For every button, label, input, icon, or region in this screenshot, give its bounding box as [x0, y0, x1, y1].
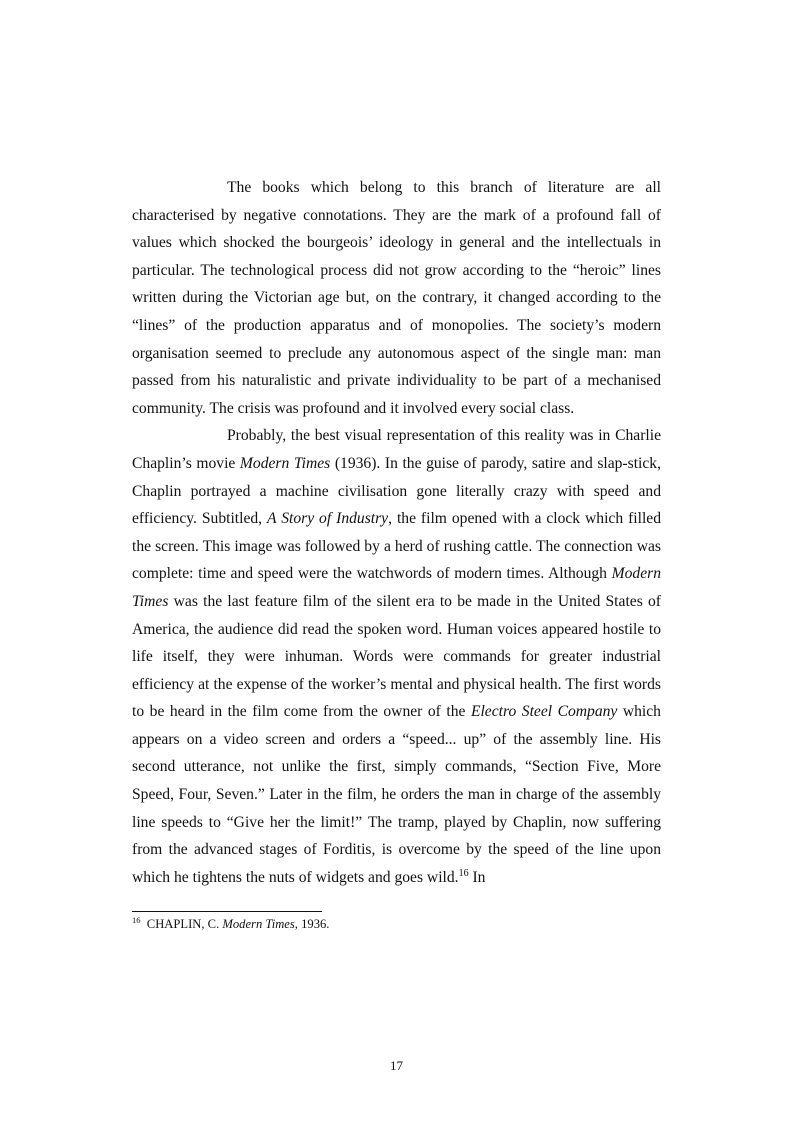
body-text — [132, 174, 661, 891]
paragraph-2-text-6: In — [468, 868, 486, 886]
film-title-modern-times: Modern Times — [239, 454, 331, 472]
company-name: Electro Steel Company — [470, 703, 618, 721]
paragraph-2-text-1: Probably, the best visual representation of this reality was in Charlie Chaplin’s movie — [132, 427, 661, 472]
paragraph-2 — [132, 422, 661, 891]
footnote-title: Modern Times — [222, 917, 295, 931]
footnote-author: CHAPLIN, C. — [146, 917, 223, 931]
film-title-modern-times-2: Modern Times — [132, 565, 661, 610]
footnote-number: 16 — [132, 915, 141, 925]
paragraph-1-text: The books which belong to this branch of literature are all characterised by negative connotations. They are the mark of a profound fall of values which shocked the bourgeois’ ideology in general and the intellectuals in particular. The technological process did not grow according to the “heroic” lines written during the Victorian age but, on the contrary, it changed according to the “lines” of the production apparatus and of monopolies. The society’s modern organisation seemed to preclude any autonomous aspect of the single man: man passed from his naturalistic and private individuality to be part of a mechanised community. The crisis was profound and it involved every social class. — [132, 179, 661, 417]
page-number: 17 — [390, 1058, 403, 1073]
paragraph-1 — [132, 174, 661, 422]
footnote — [132, 915, 661, 933]
footnote-divider — [132, 911, 322, 912]
paragraph-2-text-3: , the film opened with a clock which filled the screen. This image was followed by a herd of rushing cattle. The connection was complete: time and speed were the watchwords of modern times. Although — [132, 510, 661, 583]
paragraph-2-text-2: (1936). In the guise of parody, satire and slap-stick, Chaplin portrayed a machine civilisation gone literally crazy with speed and efficiency. Subtitled, — [132, 454, 661, 528]
paragraph-2-text-5: which appears on a video screen and orders a “speed... up” of the assembly line. His second utterance, not unlike the first, simply commands, “Section Five, More Speed, Four, Seven.” Later in the film, he orders the man in charge of the assembly line speeds to “Give her the limit!” The tramp, played by Chaplin, now suffering from the advanced stages of Forditis, is overcome by the speed of the line upon which he tightens the nuts of widgets and goes wild. — [132, 703, 661, 886]
film-subtitle: A Story of Industry — [267, 510, 389, 528]
footnote-year: , 1936. — [294, 917, 330, 931]
paragraph-2-text-4: was the last feature film of the silent era to be made in the United States of America, the audience did read the spoken word. Human voices appeared hostile to life itself, they were inhuman. Words were commands for greater industrial efficiency at the expense of the worker’s mental and physical health. The first words to be heard in the film come from the owner of the — [132, 592, 661, 721]
footnote-reference[interactable]: 16 — [458, 867, 469, 879]
